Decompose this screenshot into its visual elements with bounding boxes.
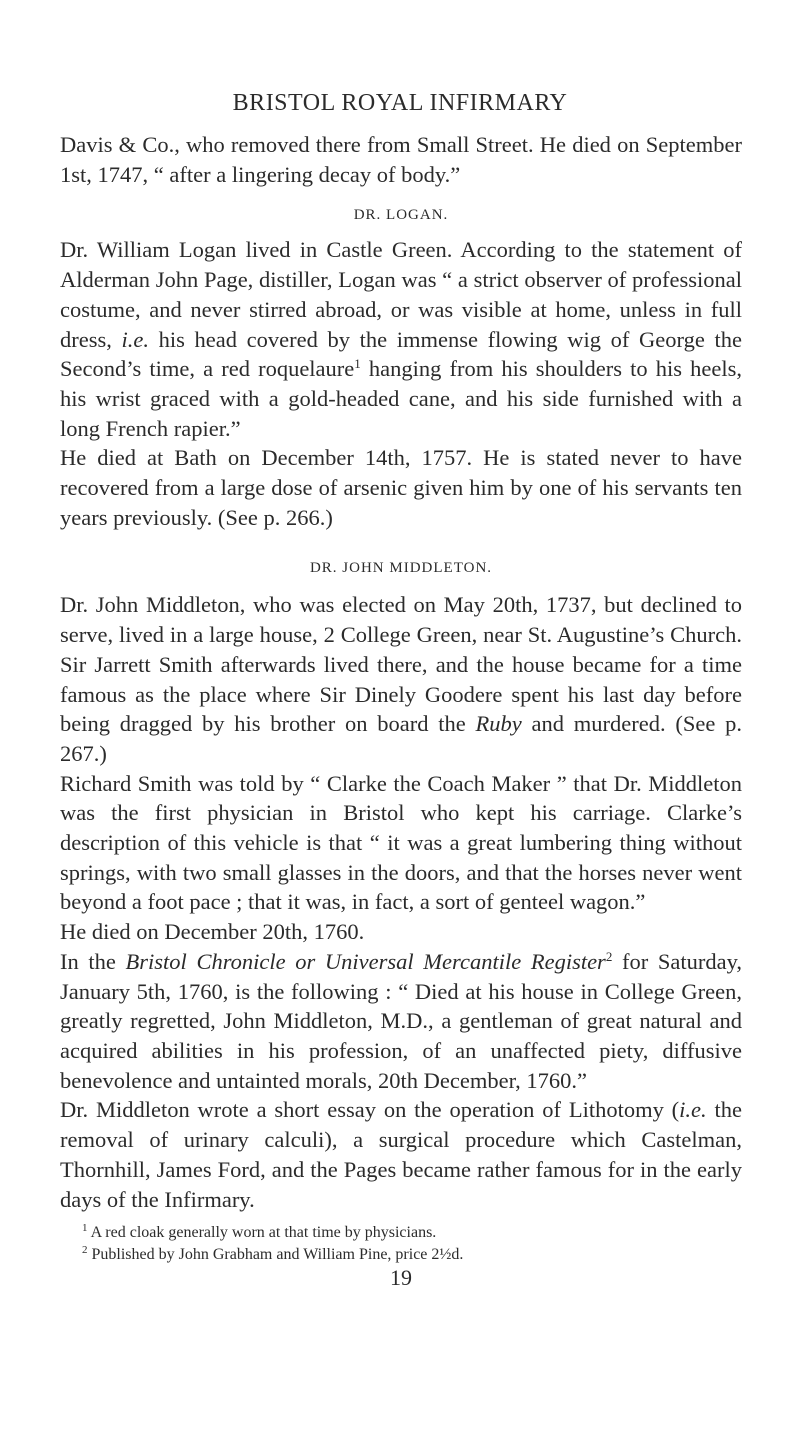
paragraph-logan-1 bbox=[60, 235, 742, 443]
heading-dr-john-middleton: DR. JOHN MIDDLETON. bbox=[309, 560, 493, 577]
footnote-text: Published by John Grabham and William Pine, price 2½d. bbox=[87, 1246, 464, 1264]
paragraph-middleton-1 bbox=[60, 590, 742, 768]
footnote-ref-2: 2 bbox=[605, 948, 613, 964]
text-run: Dr. John Middleton, who was elected on May 20th, 1737, but declined to serve, lived in a large house, 2 College Green, near St. Augustine’s Church. Sir Jarrett Smith afterwards lived there, and the house became for a time famous as the place where Sir Dinely Goodere spent his last day before being dragged by his brother on board the bbox=[60, 592, 742, 737]
footnote-mark: 2 bbox=[82, 1244, 88, 1257]
text-run: hanging from his shoulders to his heels, his wrist graced with a gold-headed cane, and his side furnished with a long French rapier.” bbox=[60, 356, 742, 441]
footnote-text: A red cloak generally worn at that time by physicians. bbox=[87, 1224, 437, 1242]
footnote-1 bbox=[60, 1222, 742, 1244]
paragraph-middleton-4 bbox=[60, 947, 742, 1096]
footnote-2 bbox=[60, 1244, 742, 1266]
text-run: In the bbox=[60, 948, 126, 974]
italic-ie: i.e. bbox=[121, 326, 150, 352]
italic-newspaper-title: Bristol Chronicle or Universal Mercantile Register bbox=[125, 948, 606, 974]
text-run: the removal of urinary calculi), a surgical procedure which Castelman, Thornhill, James Ford, and the Pages became rather famous for in the early days of the Infirmary. bbox=[60, 1097, 742, 1212]
paragraph-middleton-3: He died on December 20th, 1760. bbox=[60, 919, 365, 945]
italic-ie: i.e. bbox=[679, 1097, 707, 1123]
running-head: BRISTOL ROYAL INFIRMARY bbox=[232, 90, 568, 116]
footnotes bbox=[60, 1222, 742, 1266]
paragraph-logan-2: He died at Bath on December 14th, 1757. He is stated never to have recovered from a large dose of arsenic given him by one of his servants ten years previously. (See p. 266.) bbox=[60, 445, 742, 530]
paragraph-middleton-5 bbox=[60, 1095, 742, 1214]
text-run: Dr. Middleton wrote a short essay on the operation of Lithotomy ( bbox=[60, 1097, 680, 1123]
footnote-mark: 1 bbox=[82, 1222, 88, 1235]
heading-dr-logan: DR. LOGAN. bbox=[353, 207, 449, 224]
italic-ship-name: Ruby bbox=[475, 711, 522, 737]
text-run: and murdered. (See p. 267.) bbox=[60, 711, 742, 766]
body-text bbox=[60, 130, 742, 1290]
text-run: Dr. William Logan lived in Castle Green. According to the statement of Alderman John Page, distiller, Logan was “ a strict observer of professional costume, and never stirred abroad, or was visible at home, unless in full dress, bbox=[60, 237, 742, 352]
text-run: for Saturday, January 5th, 1760, is the following : “ Died at his house in College Green, greatly regretted, John Middleton, M.D., a gentleman of great natural and acquired abilities in his profession, of an unaffected piety, diffusive benevolence and untainted morals, 20th December, 1760.” bbox=[60, 948, 743, 1093]
text-run: his head covered by the immense flowing wig of George the Second’s time, a red roquelaure bbox=[60, 326, 742, 382]
paragraph-davis: Davis & Co., who removed there from Small Street. He died on September 1st, 1747, “ after a lingering decay of body.” bbox=[60, 132, 742, 187]
page-number: 19 bbox=[390, 1265, 412, 1291]
footnote-ref-1: 1 bbox=[354, 356, 361, 372]
paragraph-middleton-2: Richard Smith was told by “ Clarke the Coach Maker ” that Dr. Middleton was the first physician in Bristol who kept his carriage. Clarke’s description of this vehicle is that “ it was a great lumbering thing without springs, with two small glasses in the doors, and that the horses never went beyond a foot pace ; that it was, in fact, a sort of genteel wagon.” bbox=[60, 770, 742, 915]
